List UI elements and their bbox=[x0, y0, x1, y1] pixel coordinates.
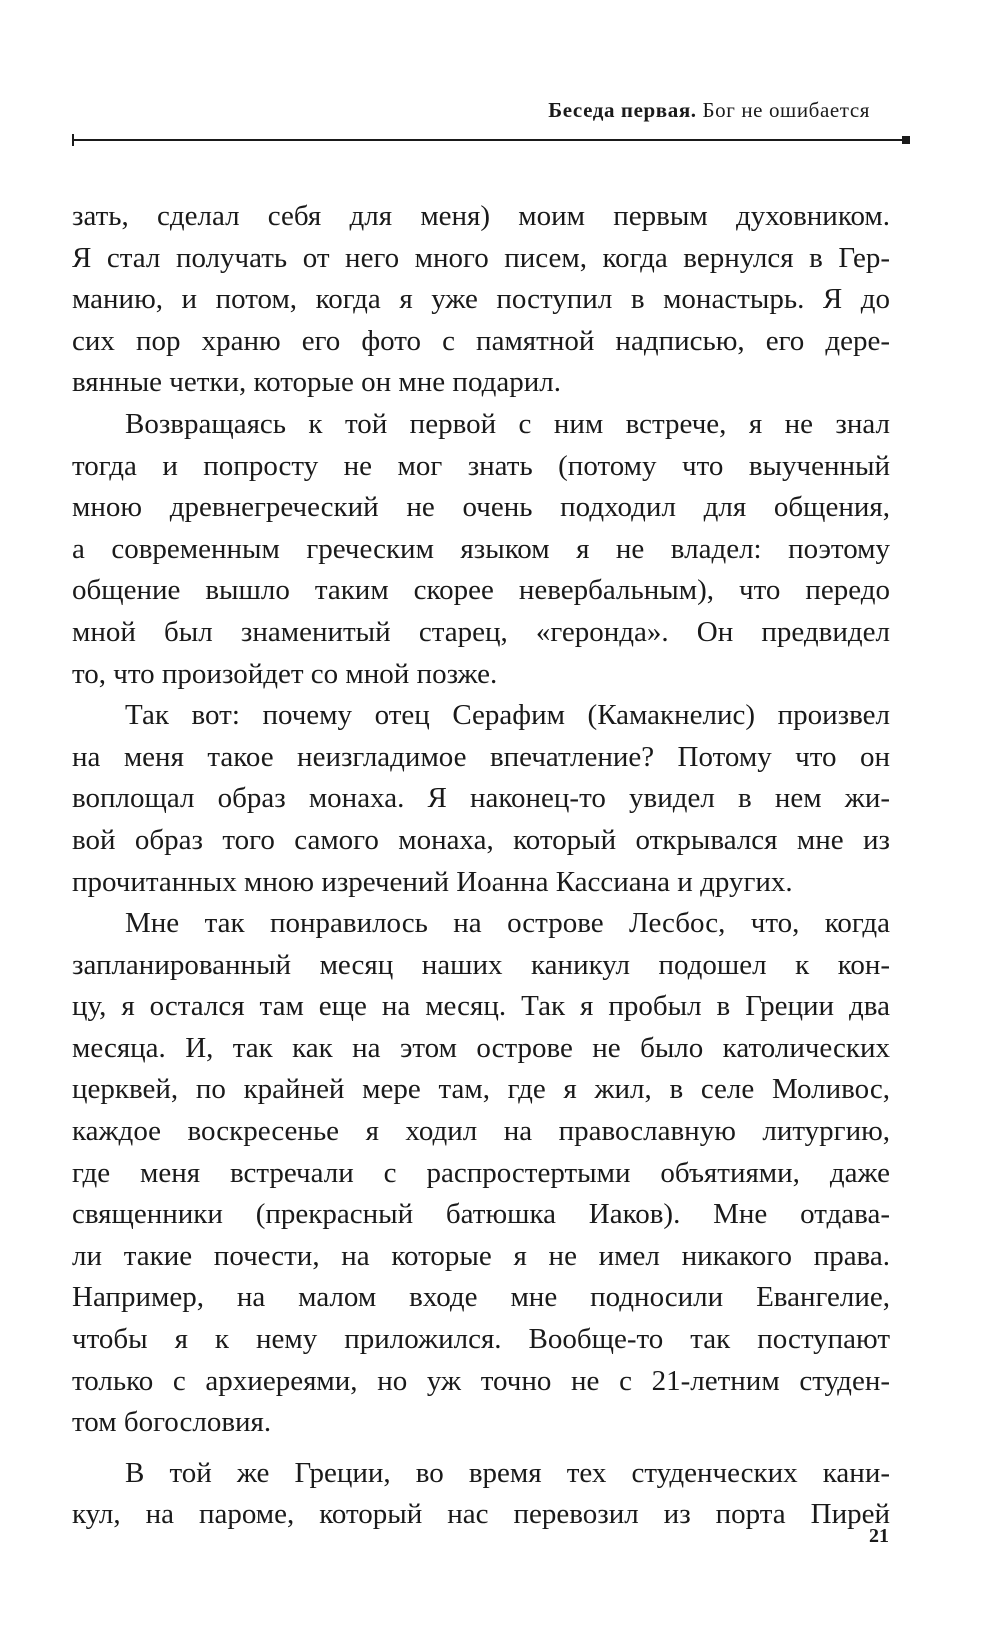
text-line: каждое воскресенье я ходил на православную литургию, bbox=[72, 1115, 890, 1148]
text-line: ли такие почести, на которые я не имел никакого права. bbox=[72, 1239, 890, 1272]
text-line: а современным греческим языком я не владел: поэтому bbox=[72, 532, 890, 565]
text-line: месяца. И, так как на этом острове не было католических bbox=[72, 1031, 890, 1064]
text-line: тогда и попросту не мог знать (потому что выученный bbox=[72, 449, 890, 482]
text-line: прочитанных мною изречений Иоанна Кассиана и других. bbox=[72, 865, 793, 898]
text-line: запланированный месяц наших каникул подошел к кон- bbox=[72, 948, 890, 981]
text-line: сих пор храню его фото с памятной надписью, его дере- bbox=[72, 324, 890, 357]
text-line: чтобы я к нему приложился. Вообще-то так поступают bbox=[72, 1323, 890, 1356]
running-head-chapter: Беседа первая. bbox=[548, 98, 697, 122]
text-line: на меня такое неизгладимое впечатление? Потому что он bbox=[72, 740, 890, 773]
text-line: мной был знаменитый старец, «геронда». Он предвидел bbox=[72, 615, 890, 648]
text-line: то, что произойдет со мной позже. bbox=[72, 657, 498, 690]
running-head-title: Бог не ошибается bbox=[702, 98, 870, 122]
text-line: Так вот: почему отец Серафим (Камакнелис) произвел bbox=[125, 699, 890, 732]
text-line: только с архиереями, но уж точно не с 21-летним студен- bbox=[72, 1364, 890, 1397]
text-line: вой образ того самого монаха, который открывался мне из bbox=[72, 823, 890, 856]
header-rule-right-cap bbox=[902, 136, 910, 144]
text-line: кул, на пароме, который нас перевозил из порта Пирей bbox=[72, 1498, 890, 1531]
header-rule bbox=[73, 139, 907, 141]
text-line: церквей, по крайней мере там, где я жил, в селе Моливос, bbox=[72, 1073, 890, 1106]
text-line: том богословия. bbox=[72, 1406, 272, 1439]
page-number: 21 bbox=[869, 1525, 889, 1547]
text-line: мною древнегреческий не очень подходил для общения, bbox=[72, 491, 890, 524]
text-line: вянные четки, которые он мне подарил. bbox=[72, 366, 561, 399]
text-line: цу, я остался там еще на месяц. Так я пробыл в Греции два bbox=[72, 990, 890, 1023]
text-line: манию, и потом, когда я уже поступил в монастырь. Я до bbox=[72, 283, 890, 316]
text-line: воплощал образ монаха. Я наконец-то увидел в нем жи- bbox=[72, 782, 890, 815]
text-line: Мне так понравилось на острове Лесбос, что, когда bbox=[125, 907, 890, 940]
text-line: Возвращаясь к той первой с ним встрече, я не знал bbox=[125, 407, 890, 440]
text-line: Я стал получать от него много писем, когда вернулся в Гер- bbox=[72, 241, 890, 274]
text-line: Например, на малом входе мне подносили Евангелие, bbox=[72, 1281, 890, 1314]
text-line: где меня встречали с распростертыми объятиями, даже bbox=[72, 1156, 890, 1189]
text-line: зать, сделал себя для меня) моим первым духовником. bbox=[72, 200, 890, 232]
text-line: священники (прекрасный батюшка Иаков). Мне отдава- bbox=[72, 1198, 890, 1231]
running-head bbox=[70, 96, 870, 124]
text-line: общение вышло таким скорее невербальным), что передо bbox=[72, 574, 890, 607]
body-text bbox=[72, 196, 890, 1536]
text-line: В той же Греции, во время тех студенческих кани- bbox=[125, 1456, 890, 1489]
